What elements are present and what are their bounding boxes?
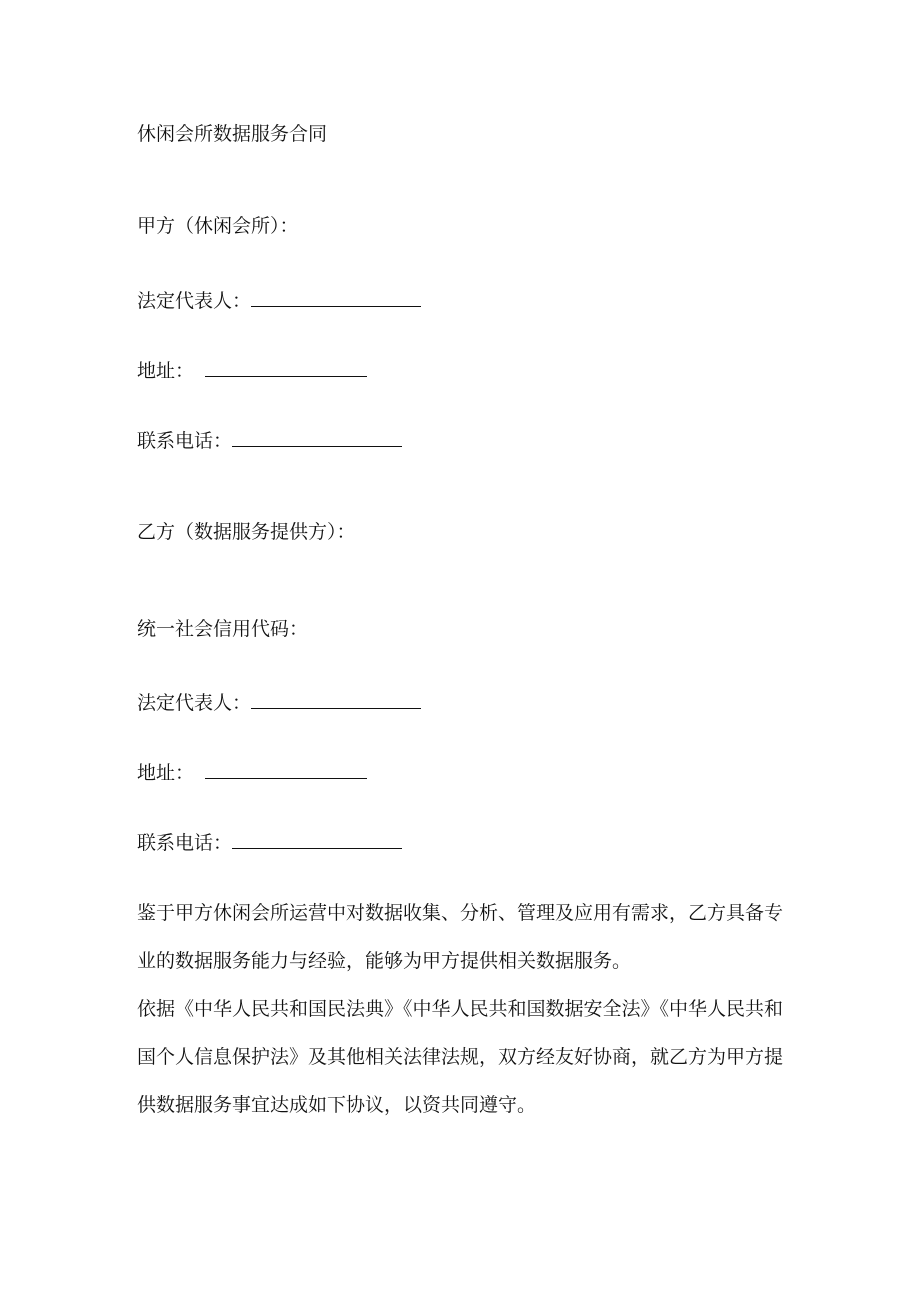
party-a-phone-label: 联系电话： bbox=[137, 430, 233, 452]
preamble-paragraph-1: 鉴于甲方休闲会所运营中对数据收集、分析、管理及应用有需求，乙方具备专业的数据服务能力与经验，能够为甲方提供相关数据服务。 bbox=[137, 902, 784, 972]
party-b-address-blank bbox=[205, 760, 367, 779]
party-a-legal-rep-blank bbox=[251, 288, 421, 307]
party-a-address-label: 地址： bbox=[137, 360, 195, 382]
party-b-heading: 乙方（数据服务提供方）： bbox=[137, 521, 356, 543]
document-title: 休闲会所数据服务合同 bbox=[137, 123, 328, 145]
party-a-heading: 甲方（休闲会所）： bbox=[137, 215, 299, 237]
party-b-legal-rep-label: 法定代表人： bbox=[137, 692, 252, 714]
party-b-credit-code-label: 统一社会信用代码： bbox=[137, 618, 309, 640]
party-a-legal-rep-row bbox=[137, 288, 421, 313]
party-a-phone-row bbox=[137, 428, 402, 453]
party-b-phone-row bbox=[137, 830, 402, 855]
party-b-address-label: 地址： bbox=[137, 762, 195, 784]
party-a-phone-blank bbox=[232, 428, 402, 447]
party-b-address-row bbox=[137, 760, 367, 785]
party-b-phone-blank bbox=[232, 830, 402, 849]
party-a-legal-rep-label: 法定代表人： bbox=[137, 290, 252, 312]
preamble-paragraph-2: 依据《中华人民共和国民法典》《中华人民共和国数据安全法》《中华人民共和国个人信息保护法》及其他相关法律法规，双方经友好协商，就乙方为甲方提供数据服务事宜达成如下协议，以资共同遵守。 bbox=[137, 998, 784, 1116]
party-b-legal-rep-row bbox=[137, 690, 421, 715]
party-a-address-blank bbox=[205, 358, 367, 377]
party-b-phone-label: 联系电话： bbox=[137, 832, 233, 854]
party-b-legal-rep-blank bbox=[251, 690, 421, 709]
party-a-address-row bbox=[137, 358, 367, 383]
